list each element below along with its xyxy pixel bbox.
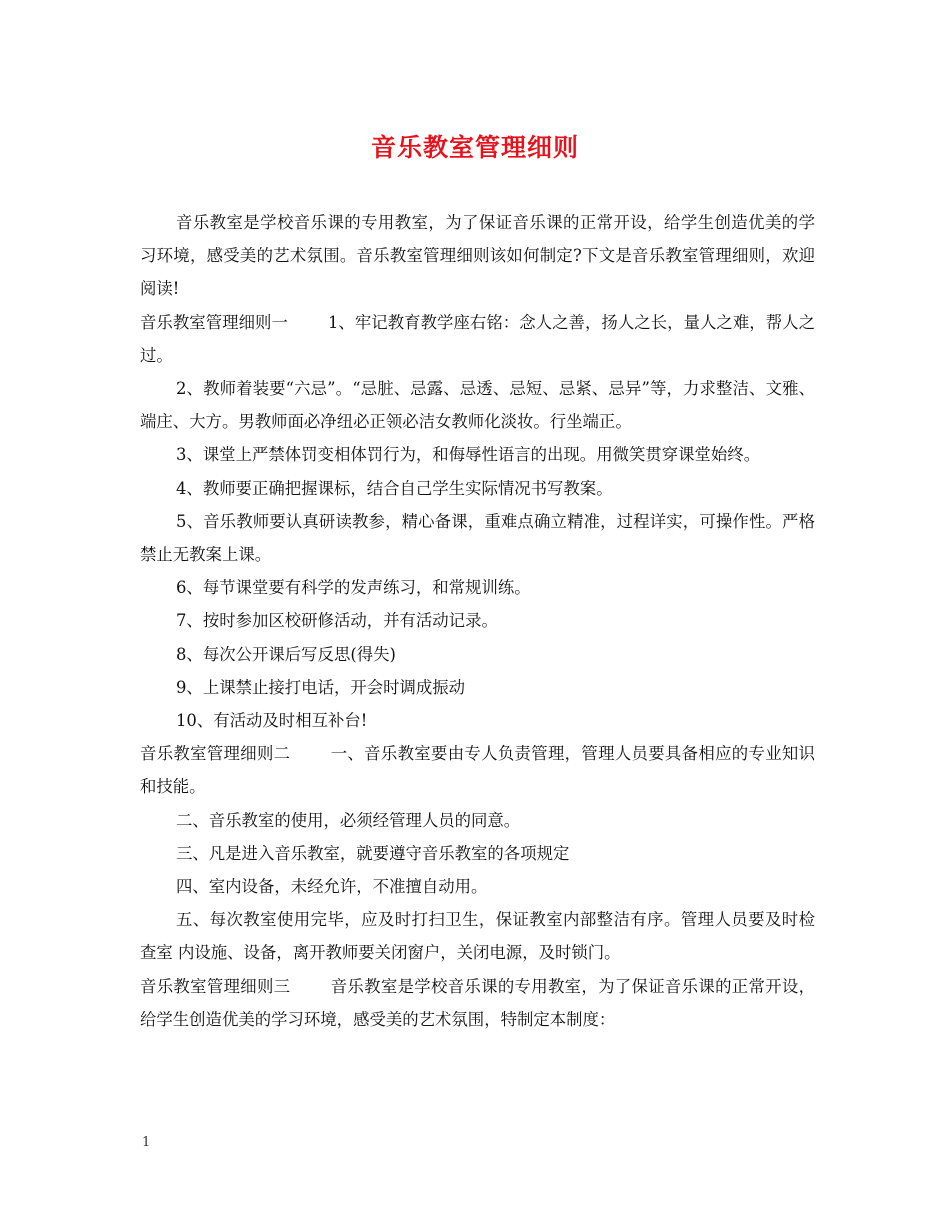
section2-item-3: 三、凡是进入音乐教室，就要遵守音乐教室的各项规定: [176, 843, 570, 863]
section1-heading: 音乐教室管理细则一: [140, 312, 288, 332]
document-body: [140, 206, 815, 1036]
section1-item-10: 10、有活动及时相互补台!: [176, 711, 368, 731]
section3-heading: 音乐教室管理细则三: [140, 976, 291, 996]
section2-item-2: 二、音乐教室的使用，必须经管理人员的同意。: [176, 810, 521, 830]
section2-item-5: 五、每次教室使用完毕，应及时打扫卫生，保证教室内部整洁有序。管理人员要及时检查室 内设施、设备，离开教师要关闭窗户，关闭电源，及时锁门。: [140, 910, 815, 963]
section1-item-8: 8、每次公开课后写反思(得失): [176, 644, 396, 664]
section1-item-5: 5、音乐教师要认真研读教参，精心备课，重难点确立精准，过程详实，可操作性。严格禁止无教案上课。: [140, 511, 815, 565]
section3-first-item: 音乐教室是学校音乐课的专用教室，为了保证音乐课的正常开设，给学生创造优美的学习环境，感受美的艺术氛围，特制定本制度：: [140, 976, 816, 1029]
section3-first-paragraph: [140, 970, 815, 1036]
section2-item-4: 四、室内设备，未经允许，不准擅自动用。: [176, 877, 488, 897]
intro-paragraph: 音乐教室是学校音乐课的专用教室，为了保证音乐课的正常开设，给学生创造优美的学习环境，感受美的艺术氛围。音乐教室管理细则该如何制定?下文是音乐教室管理细则，欢迎阅读!: [140, 213, 815, 299]
section2-heading: 音乐教室管理细则二: [140, 744, 291, 764]
section2-first-item: 一、音乐教室要由专人负责管理，管理人员要具备相应的专业知识和技能。: [140, 744, 816, 797]
page-number: 1: [142, 1135, 151, 1150]
section1-item-3: 3、课堂上严禁体罚变相体罚行为，和侮辱性语言的出现。用微笑贯穿课堂始终。: [176, 445, 761, 465]
section1-item-7: 7、按时参加区校研修活动，并有活动记录。: [176, 611, 498, 631]
section1-first-paragraph: [140, 306, 815, 372]
section2-first-paragraph: [140, 737, 815, 803]
section1-first-item: 1、牢记教育教学座右铭：念人之善，扬人之长，量人之难，帮人之过。: [140, 312, 816, 365]
section1-item-4: 4、教师要正确把握课标，结合自己学生实际情况书写教案。: [176, 478, 613, 498]
section1-item-9: 9、上课禁止接打电话，开会时调成振动: [176, 677, 466, 697]
section1-item-2: 2、教师着装要“六忌”。“忌脏、忌露、忌透、忌短、忌紧、忌异”等，力求整洁、文雅、端庄、大方。男教师面必净纽必正领必洁女教师化淡妆。行坐端正。: [140, 379, 815, 432]
document-title: 音乐教室管理细则: [370, 133, 579, 162]
section1-item-6: 6、每节课堂要有科学的发声练习，和常规训练。: [176, 578, 531, 598]
